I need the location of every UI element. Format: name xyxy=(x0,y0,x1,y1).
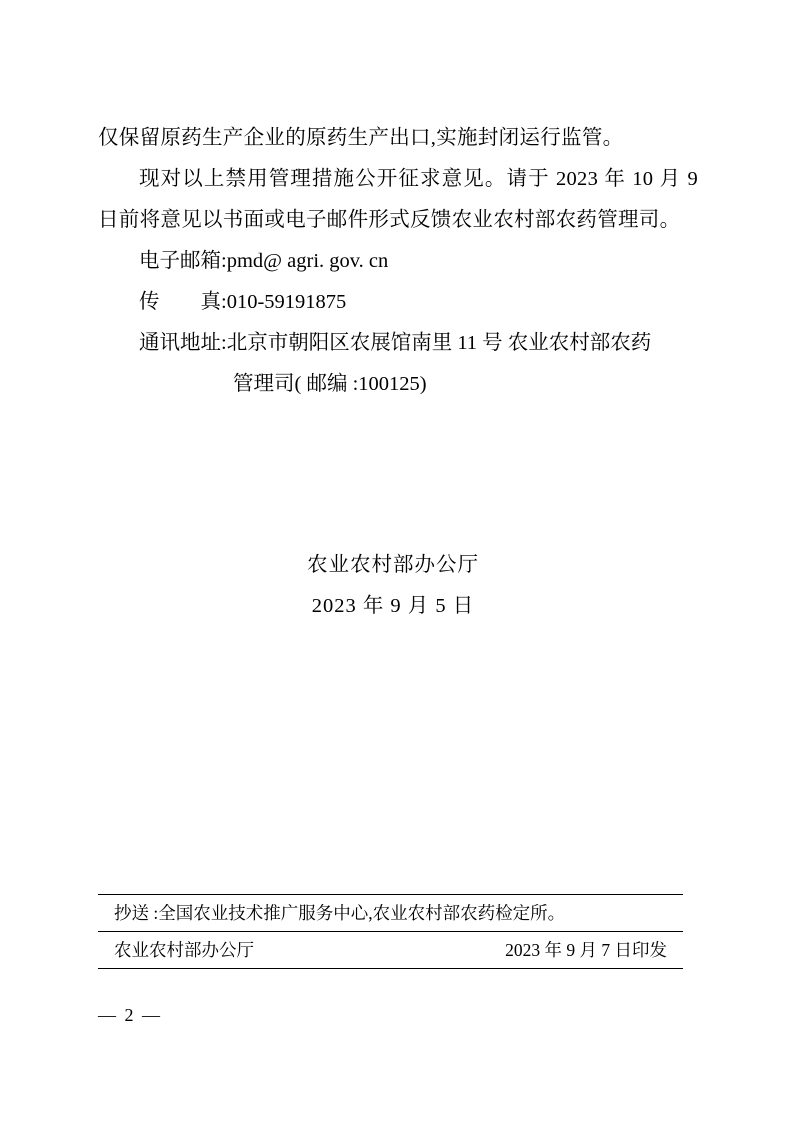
paragraph-comment-request: 现对以上禁用管理措施公开征求意见。请于 2023 年 10 月 9 日前将意见以书面或电子邮件形式反馈农业农村部农药管理司。 xyxy=(98,168,698,231)
document-body xyxy=(98,118,698,405)
contact-email-line xyxy=(98,241,698,282)
contact-address-value: :北京市朝阳区农展馆南里 11 号 农业农村部农药 xyxy=(221,332,652,354)
document-footer xyxy=(98,894,683,969)
signature-issuer: 农业农村部办公厅 xyxy=(307,554,479,576)
page-number: — 2 — xyxy=(98,1005,162,1025)
footer-issuer-row xyxy=(98,932,683,968)
signature-date: 2023 年 9 月 5 日 xyxy=(311,595,475,617)
footer-department: 农业农村部办公厅 xyxy=(114,940,254,960)
footer-print-date: 2023 年 9 月 7 日印发 xyxy=(505,940,667,960)
contact-email-label: 电子邮箱 xyxy=(139,250,221,272)
contact-fax-label: 传 真 xyxy=(139,291,221,313)
footer-copy-to-text: 抄送 :全国农业技术推广服务中心,农业农村部农药检定所。 xyxy=(114,903,566,923)
contact-address-line xyxy=(98,323,698,364)
paragraph-continued: 仅保留原药生产企业的原药生产出口,实施封闭运行监管。 xyxy=(98,127,624,149)
contact-email-value: :pmd@ agri. gov. cn xyxy=(221,250,389,272)
footer-copy-to-row xyxy=(98,895,683,931)
contact-address-continuation: 管理司( 邮编 :100125) xyxy=(233,373,427,395)
contact-address-label: 通讯地址 xyxy=(139,332,221,354)
contact-fax-value: :010-59191875 xyxy=(221,291,347,313)
signature-block xyxy=(98,545,698,627)
contact-fax-line xyxy=(98,282,698,323)
footer-rule-bottom xyxy=(98,968,683,969)
